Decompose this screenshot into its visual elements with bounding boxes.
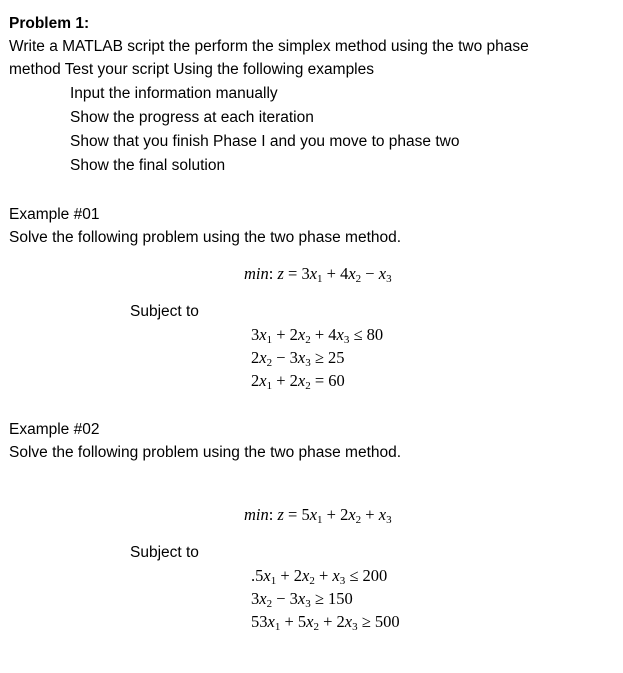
constraint: $2x_2 - 3x_3 \ge 25$ [251,348,345,369]
example-2-objective: min: $z = 5x_1 + 2x_2 + x_3$ [244,505,392,526]
requirement-item: Show the final solution [70,157,226,174]
example-2-instruction: Solve the following problem using the two phase method. [9,444,402,461]
example-1-subject-to: Subject to [130,303,199,320]
requirement-item: Show the progress at each iteration [70,109,314,126]
problem-title: Problem 1: [9,15,90,32]
example-1-heading: Example #01 [9,206,100,223]
example-1-objective: min: $z = 3x_1 + 4x_2 - x_3$ [244,264,392,285]
problem-intro-line-1: Write a MATLAB script the perform the simplex method using the two phase [9,38,529,55]
requirement-item: Show that you finish Phase I and you move to phase two [70,133,460,150]
example-2-heading: Example #02 [9,421,100,438]
example-1-instruction: Solve the following problem using the two phase method. [9,229,402,246]
problem-intro-line-2: method Test your script Using the following examples [9,61,374,78]
requirement-item: Input the information manually [70,85,278,102]
constraint: $3x_2 - 3x_3 \ge 150$ [251,589,353,610]
constraint: $.5x_1 + 2x_2 + x_3 \le 200$ [251,566,388,587]
constraint: $2x_1 + 2x_2 = 60$ [251,371,345,392]
constraint: $53x_1 + 5x_2 + 2x_3 \ge 500$ [251,612,400,633]
constraint: $3x_1 + 2x_2 + 4x_3 \le 80$ [251,325,384,346]
example-2-subject-to: Subject to [130,544,199,561]
